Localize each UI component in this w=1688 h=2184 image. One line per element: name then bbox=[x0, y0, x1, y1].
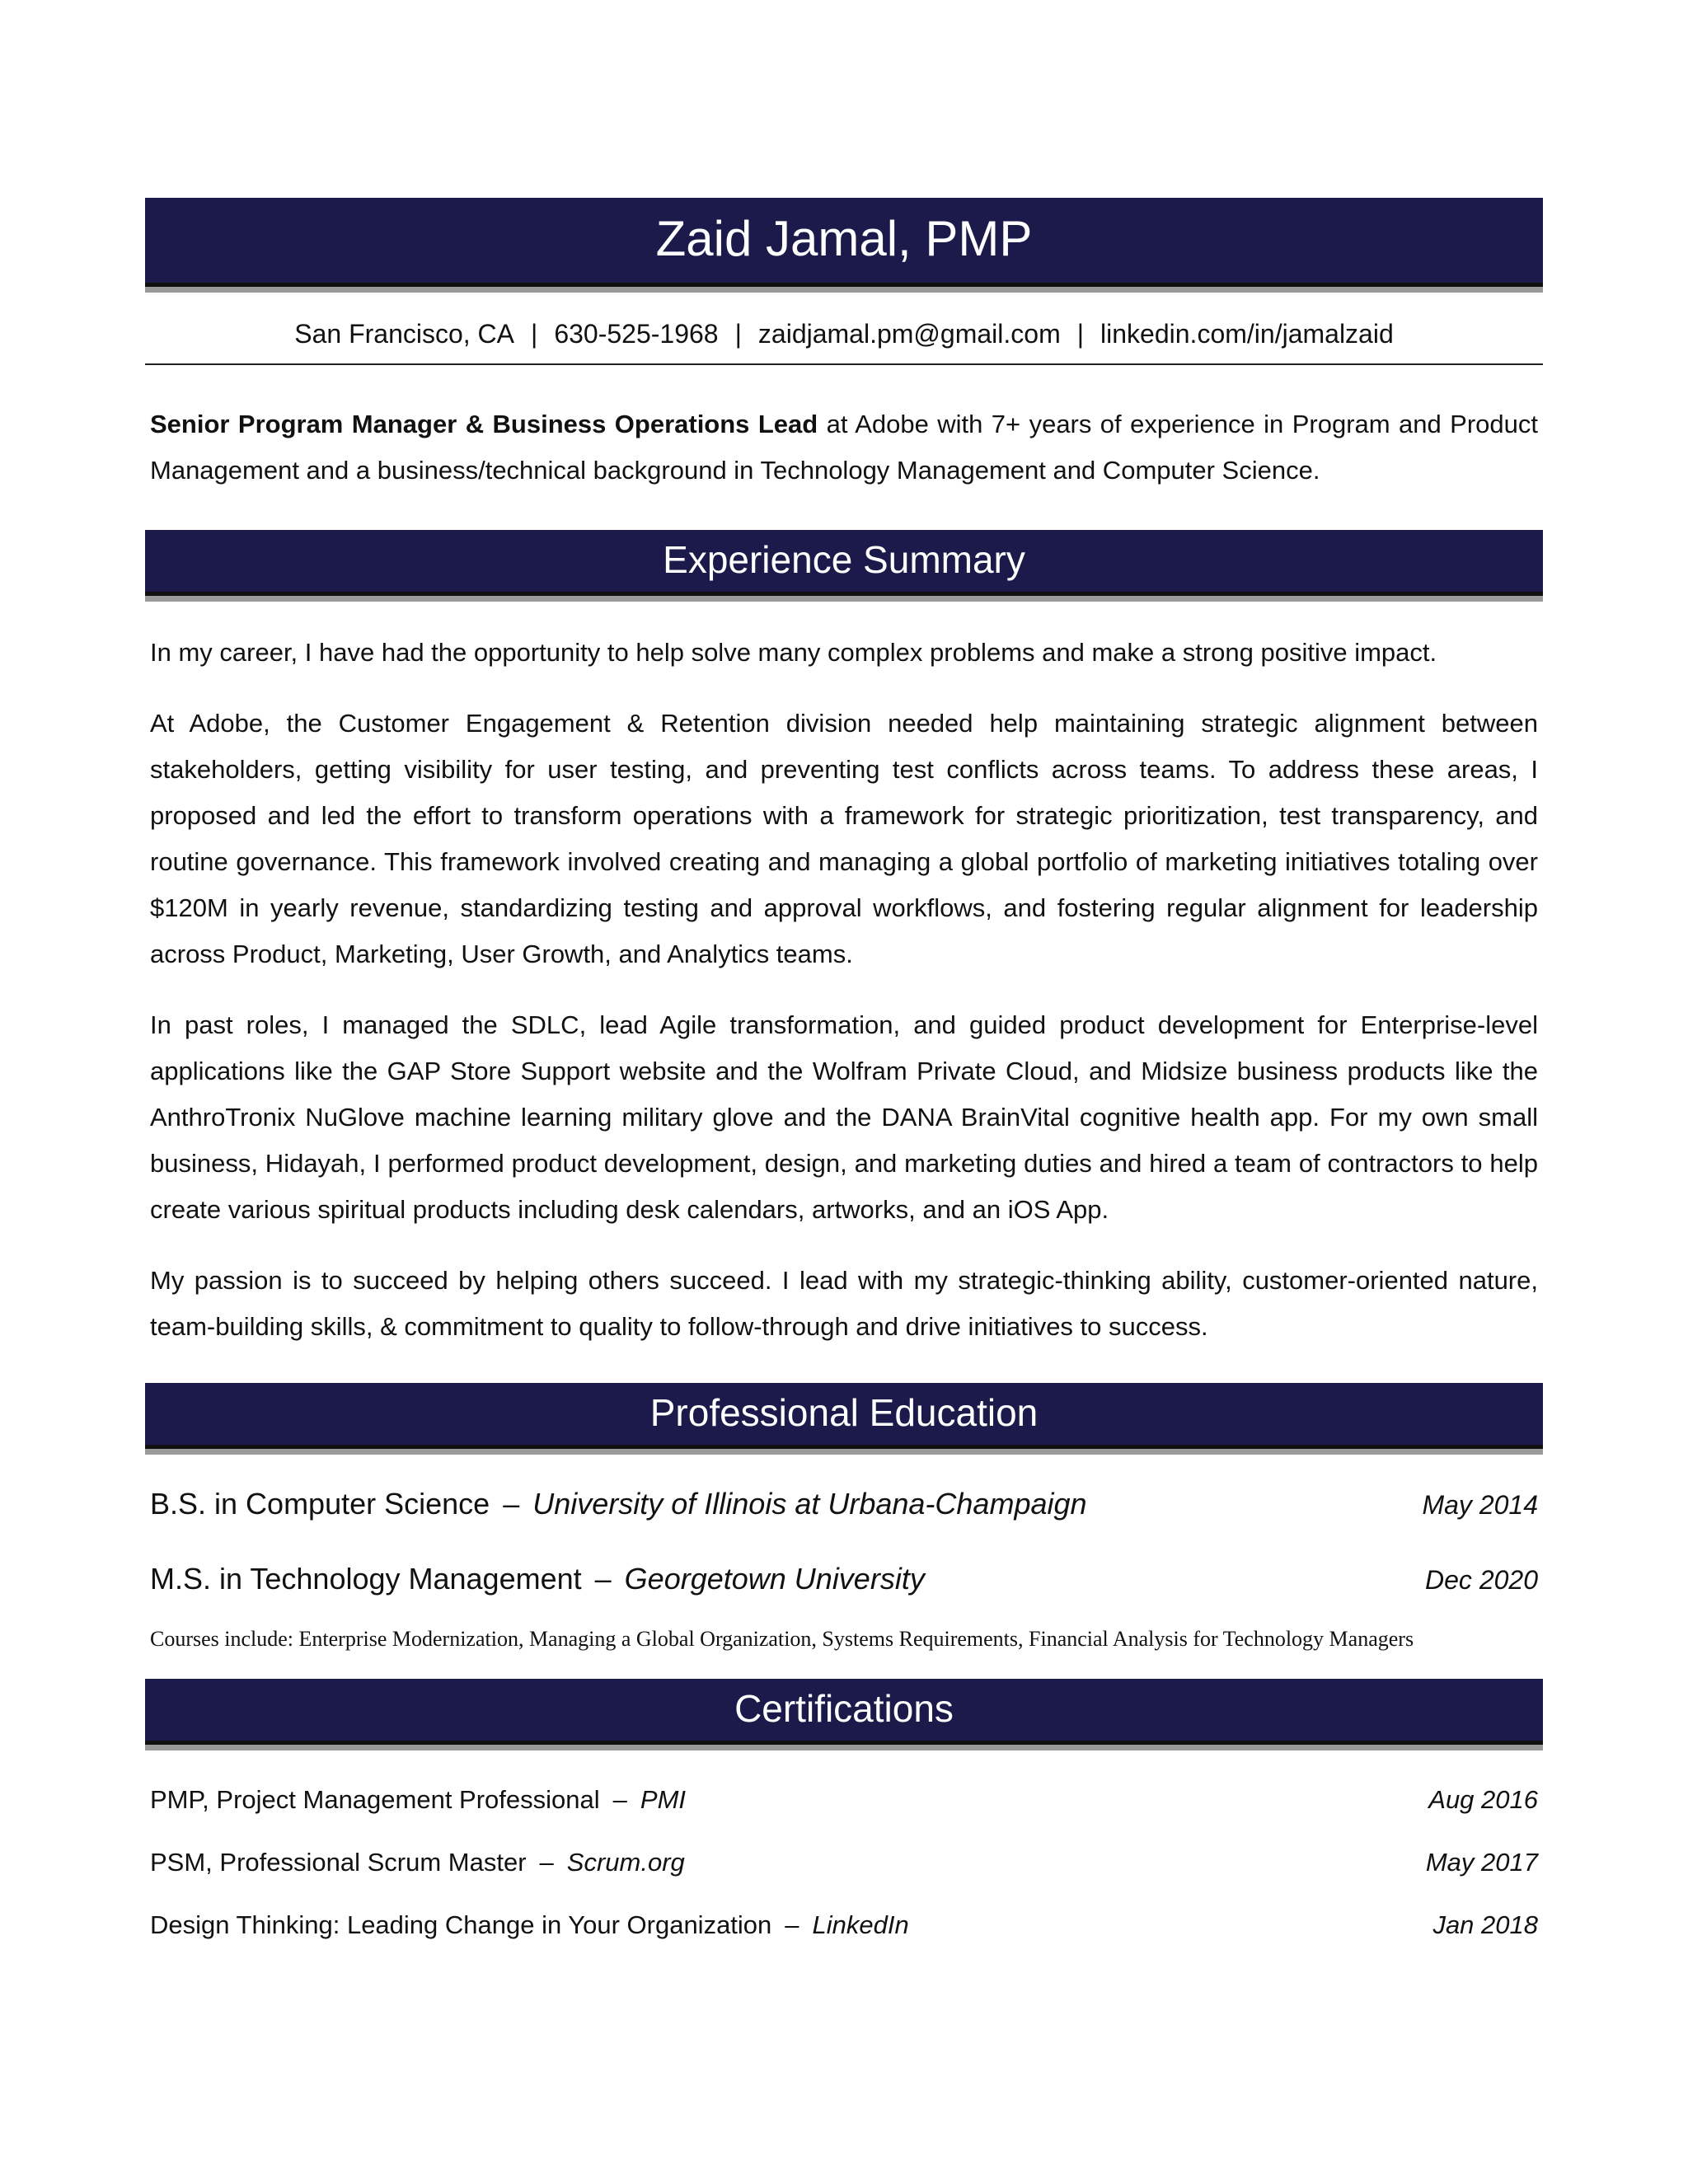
section-header-certifications bbox=[145, 1679, 1543, 1741]
education-courses: Courses include: Enterprise Modernization, Managing a Global Organization, Systems Requirements, Financial Analysis for Technology Managers bbox=[150, 1627, 1414, 1651]
certification-name: Design Thinking: Leading Change in Your Organization bbox=[150, 1910, 772, 1939]
certification-name: PMP, Project Management Professional bbox=[150, 1785, 600, 1814]
certification-dash: – bbox=[612, 1785, 627, 1814]
education-date: May 2014 bbox=[1422, 1490, 1538, 1520]
section-header-experience bbox=[145, 530, 1543, 592]
education-dash: – bbox=[503, 1487, 520, 1521]
certification-date: May 2017 bbox=[1425, 1848, 1538, 1877]
section-shadow bbox=[145, 1745, 1543, 1750]
contact-separator: | bbox=[531, 319, 538, 349]
experience-paragraph: At Adobe, the Customer Engagement & Retention division needed help maintaining strategic alignment between stakeholders, getting visibility for user testing, and preventing test conflicts across teams. To address these areas, I proposed and led the effort to transform operations with a framework for strategic prioritization, test transparency, and routine governance. This framework involved creating and managing a global portfolio of marketing initiatives totaling over $120M in yearly revenue, standardizing testing and approval workflows, and fostering regular alignment for leadership across Product, Marketing, User Growth, and Analytics teams. bbox=[150, 709, 1538, 968]
name-banner bbox=[145, 198, 1543, 283]
education-degree: B.S. in Computer Science bbox=[150, 1487, 490, 1521]
certification-entry bbox=[150, 1844, 685, 1881]
education-dash: – bbox=[594, 1562, 612, 1596]
certification-item bbox=[150, 1907, 1538, 1943]
section-title: Experience Summary bbox=[663, 538, 1025, 581]
certification-item bbox=[150, 1782, 1538, 1818]
name-banner-shadow bbox=[145, 287, 1543, 293]
section-shadow bbox=[145, 596, 1543, 602]
intro-text: at Adobe with 7+ years of experience in Program and Product Management and a business/technical background in Technology Management and Computer Science. bbox=[150, 410, 1538, 485]
contact-phone: 630-525-1968 bbox=[554, 319, 719, 349]
resume-content bbox=[145, 198, 1543, 1943]
certification-issuer: PMI bbox=[640, 1785, 687, 1814]
contact-separator: | bbox=[1076, 319, 1085, 349]
contact-linkedin: linkedin.com/in/jamalzaid bbox=[1100, 319, 1394, 349]
education-item bbox=[150, 1559, 1538, 1600]
certification-dash: – bbox=[539, 1848, 554, 1877]
certification-dash: – bbox=[785, 1910, 799, 1939]
education-item bbox=[150, 1484, 1538, 1525]
experience-paragraph: In my career, I have had the opportunity to help solve many complex problems and make a strong positive impact. bbox=[150, 638, 1437, 667]
contact-location: San Francisco, CA bbox=[294, 319, 514, 349]
education-entry bbox=[150, 1484, 1087, 1524]
contact-separator: | bbox=[734, 319, 742, 349]
certification-entry bbox=[150, 1782, 686, 1818]
education-entry bbox=[150, 1559, 925, 1599]
intro-summary bbox=[150, 401, 1538, 494]
intro-headline: Senior Program Manager & Business Operations Lead bbox=[150, 410, 818, 438]
contact-email: zaidjamal.pm@gmail.com bbox=[757, 319, 1061, 349]
education-school: University of Illinois at Urbana-Champaign bbox=[532, 1487, 1087, 1521]
certification-date: Aug 2016 bbox=[1428, 1785, 1538, 1814]
section-shadow bbox=[145, 1449, 1543, 1455]
certification-name: PSM, Professional Scrum Master bbox=[150, 1848, 527, 1877]
experience-paragraph: My passion is to succeed by helping others succeed. I lead with my strategic-thinking ability, customer-oriented nature, team-building skills, & commitment to quality to follow-through and drive initiatives to success. bbox=[150, 1266, 1538, 1341]
education-date: Dec 2020 bbox=[1425, 1565, 1538, 1595]
education-school: Georgetown University bbox=[624, 1562, 925, 1596]
education-degree: M.S. in Technology Management bbox=[150, 1562, 582, 1596]
section-title: Professional Education bbox=[649, 1391, 1039, 1434]
certification-issuer: LinkedIn bbox=[812, 1910, 909, 1939]
certification-issuer: Scrum.org bbox=[566, 1848, 685, 1877]
section-header-education bbox=[145, 1383, 1543, 1445]
experience-paragraph: In past roles, I managed the SDLC, lead Agile transformation, and guided product development for Enterprise-level applications like the GAP Store Support website and the Wolfram Private Cloud, and Midsize business products like the AnthroTronix NuGlove machine learning military glove and the DANA BrainVital cognitive health app. For my own small business, Hidayah, I performed product development, design, and marketing duties and hired a team of contractors to help create various spiritual products including desk calendars, artworks, and an iOS App. bbox=[150, 1010, 1538, 1224]
section-title: Certifications bbox=[734, 1687, 954, 1730]
certification-date: Jan 2018 bbox=[1432, 1910, 1538, 1939]
candidate-name: Zaid Jamal, PMP bbox=[655, 211, 1033, 266]
certification-item bbox=[150, 1844, 1538, 1881]
contact-line bbox=[145, 317, 1543, 365]
certification-entry bbox=[150, 1907, 909, 1943]
